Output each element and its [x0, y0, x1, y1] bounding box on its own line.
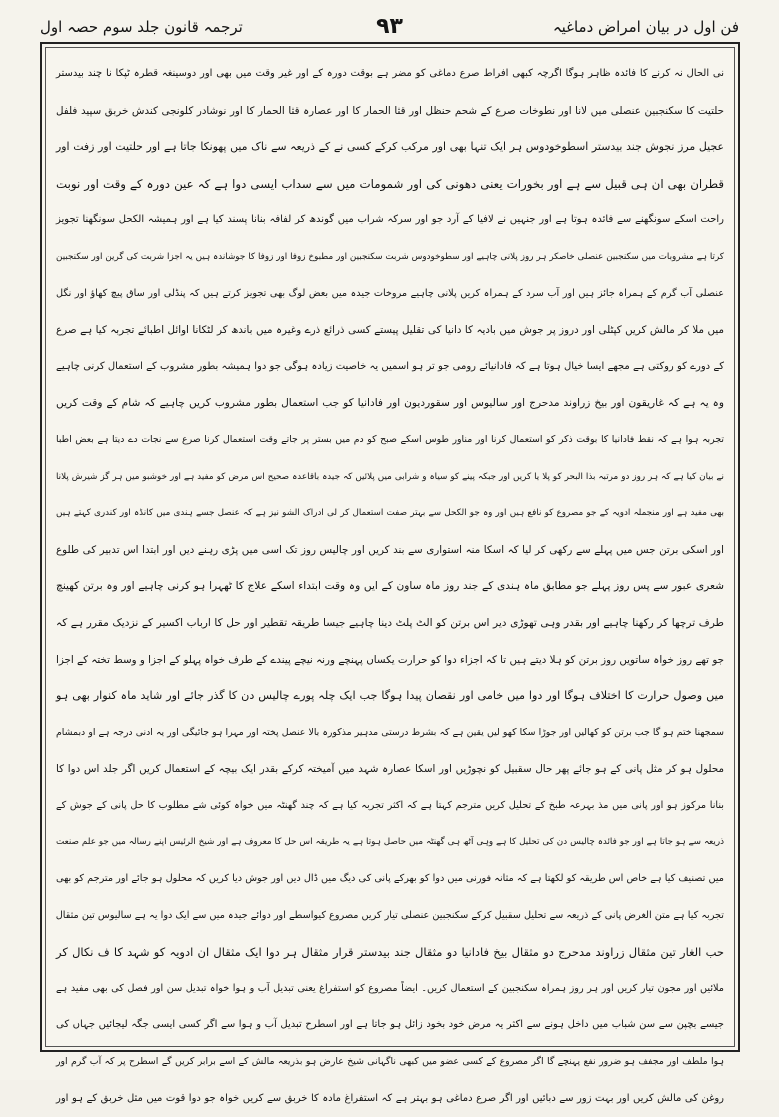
text-line: میں وصول حرارت کا اختلاف ہوگا اور دوا میں خامی اور نقصان پیدا ہوگا جب ایک چلہ پورے چالیس دن کا گذر جائے اور شاید ماہ کنوار بھی ہو — [56, 689, 724, 703]
text-line: ذریعہ سے ہو جاتا ہے اور جو فائدہ چالیس دن کی تحلیل کا ہے وہی آٹھ ہی گھنٹہ میں حاصل ہوتا ہے یہ طریقہ اس حل کا معروف ہے اور شیخ الرئیس اپنے رسالہ میں جو علم صنعت — [56, 837, 724, 848]
text-line: محلول ہو کر مثل پانی کے ہو جائے پھر حال سقبیل کو نچوڑیں اور اسکا عصارہ شہد میں آمیختہ کرکے بقدر ایک بیچہ کے استعمال کریں اگر جلد اس دوا کا — [56, 763, 724, 776]
text-line: ملائیں اور مجون تیار کریں اور ہر روز ہمراہ سکنجبین کے استعمال کریں۔ ایضاً مصروع کو استفراغ یعنی تبدیل آب و ہوا خواہ تبدیل سن اور فصل کی بھی مفید ہے — [56, 982, 724, 994]
text-line: عنصلی آب گرم کے ہمراہ جائز ہیں اور آب سرد کے ہمراہ کریں پلانی چاہیے مروخات جیدہ میں بعض لوگ بھی تجویز کرتے ہیں کہ پنڈلی اور ساق پیچ کھاؤ اور نگل — [56, 287, 724, 299]
text-frame — [40, 42, 740, 1104]
text-line: جو تھے روز خواہ ساتویں روز برتن کو ہلا دیتے ہیں تا کہ اجزاء دوا کو حرارت یکساں پہنچے ورنہ نیچے پیندے کے طرف خواہ پہلو کے اجزا و وسط تختہ کے اجزا — [56, 653, 724, 666]
text-line: شعری عبور سے پس روز پہلے جو مطابق ماہ ہندی کے جند روز ماہ ساون کے ایں وہ وقت ابتداء اسکے علاج کا ٹھہرا ہو کرنی چاہیے اور وہ برتن کھینچ — [56, 580, 724, 593]
page-number: ۹۳ — [376, 14, 403, 39]
text-line: میں تصنیف کیا ہے خاص اس طریقہ کو لکھتا ہے کہ مثانہ فورنی میں دوا کو بھرکے پانی کی دیگ میں ڈال دیں اور جوش دیا کریں کہ محلول ہو جائے اور مترجم کو بھی — [56, 873, 724, 885]
text-line: طرف ترچھا کر رکھنا چاہیے اور بقدر وہی تھوڑی دیر اس برتن کو الٹ پلٹ دینا چاہیے جیسا طریقہ تقطیر اور حل کا ارباب اکسیر کے نزدیک مقرر ہے کہ — [56, 616, 724, 629]
text-line: قطران بھی ان ہی قبیل سے ہے اور بخورات یعنی دھونی کی اور شمومات میں سے سداب ایسی دوا ہے کہ عین دورہ کے وقت اور نوبت — [56, 176, 724, 191]
text-line: راحت اسکے سونگھنے سے فائدہ ہوتا ہے اور جنہیں نے لافیا کے آرد جو اور سرکہ شراب میں گوندھ کر لفافہ بنانا پسند کیا ہے اور ہمیشہ الکحل سونگھنا تجویز — [56, 214, 724, 226]
text-line: اور اسکی برتن جس میں پہلے سے رکھی کر لیا کہ اسکا منہ استواری سے بند کریں اور چالیس روز تک اسی میں پڑی رہنے دیں اور ابتدا اس تدبیر کی طلوع — [56, 543, 724, 556]
text-line: حلتیت کا سکنجبین عنصلی میں لانا اور نطوخات صرع کے شحم حنظل اور قثا الحمار کا اور عصارہ قثا الحمار کا اور نوشادر کلونجی کندش خربق سپید فلفل — [56, 104, 724, 117]
text-line: وہ یہ ہے کہ غاریقون اور بیخ زراوند مدحرج اور سالیوس اور سقوردیون اور فادانیا کو جب استعمال بطور مشروب کریں چاہیے کہ شام کے وقت کریں — [56, 397, 724, 410]
text-line: روغن کی مالش کریں اور بہت زور سے دبائیں اور اگر صرع دماغی ہو بہتر ہے کہ استفراغ مادہ کا خربق سے کریں خواہ جو دوا قوت میں مثل خربق کے ہو اور — [56, 1092, 724, 1104]
text-line: کرتا ہے مشروبات میں سکنجبین عنصلی خاصکر ہر روز پلانی چاہیے اور سطوخودوس شربت سکنجبین اور مطبوخ زوفا اور زوفا کا جوشاندہ ہیں یہ اجزا شربت کی گرین اور سکنجبین — [56, 251, 724, 262]
header-book-title: ترجمہ قانون جلد سوم حصہ اول — [40, 18, 243, 36]
text-line: بنانا مرکوز ہو اور پانی میں مذ بہرعہ طبخ کے تحلیل کریں مترجم کہتا ہے کہ اکثر تجربہ کیا ہے کہ چند گھنٹہ میں خواہ کوئی شے مطلوب کا حل پانی کے جوش کے — [56, 799, 724, 811]
text-line: نے بیان کیا ہے کہ ہر روز دو مرتبہ بذا البحر کو پلا یا کریں اور جبکہ پینے کو سیاہ و شرابی میں پلائیں کہ جیدہ باقاعدہ صحیح اس مرض کو مفید ہے اور خوشبو میں ہر گز شیرش پلانا — [56, 471, 724, 482]
text-line: بھی مفید ہے اور منجملہ ادویہ کے جو مصروع کو نافع ہیں اور وہ جو الکحل سے بہتر صفت استعمال کر لی ادراک الشو نیز ہے کہ عنصل جسے ہندی میں کانڈہ اور کندری کہتے ہیں — [56, 508, 724, 519]
body-text — [55, 56, 724, 1104]
running-header — [40, 14, 739, 40]
text-line: حب الغار تین مثقال زراوند مدحرج دو مثقال بیخ فادانیا دو مثقال جند بیدستر قرار مثقال ہر دوا ایک مثقال ان ادویہ کو شہد کا ف نکال کر — [56, 945, 724, 960]
text-line: کے دورے کو روکتی ہے مجھے ایسا خیال ہوتا ہے کہ فادانیائے رومی جو تر ہو اسمیں یہ خاصیت زیادہ ہوگی جو دوا ہمیشہ بطور مشروب کے استعمال کرنی چاہیے — [56, 360, 724, 372]
text-line: نی الحال نہ کرنے کا فائدہ ظاہر ہوگا اگرچہ کبھی افراط صرع دماغی کو مضر ہے بوقت دورہ کے اور غیر وقت میں بھی اور دوسینغہ قطرہ ٹپکا نا چند بیدستر — [56, 68, 724, 79]
header-chapter-title: فن اول در بیان امراض دماغیہ — [552, 18, 739, 36]
text-line: عجیل مرز نجوش جند بیدستر اسطوخودوس ہر ایک تنہا بھی اور مرکب کرکے کسی نے کے ذریعہ سے ناک میں پھونکا جاتا ہے اور حلتیت اور زفت اور — [56, 140, 724, 154]
text-line: میں ملا کر مالش کریں کپٹلی اور دروز پر جوش میں بادیہ کا دانیا کی تقلیل پیستے کسی ذرائع ذرے وغیرہ میں باندھ کر لٹکانا اوائل اطبائے تجربہ کیا ہے صرع — [56, 324, 724, 337]
text-line: ہوا ملطف اور مجفف ہو ضرور نفع پہنچے گا اگر مصروع کے کسی عضو میں کبھی ناگہانی شیخ عارض ہو بذریعہ مالش کے اسے برابر کریں گے اسطرح پر کہ آب گرم اور — [56, 1056, 724, 1068]
text-line: تجربہ ہوا ہے کہ نقط فادانیا کا بوقت ذکر کو استعمال کرنا اور مناور طوس اسکے صبح کو دم میں بستر پر جاتے وقت استعمال کرنا صرع سے نجات دے دیتا ہے بعض اطبا — [56, 433, 724, 445]
text-line: جیسے بچپن سے سن شباب میں داخل ہونے سے اکثر یہ مرض خود بخود زائل ہو جاتا ہے اور اسطرح تبدیل آب و ہوا سے اگر کسی ایسی جگہ لیجائیں جہاں کی — [56, 1019, 724, 1031]
text-line: تجربہ کیا ہے متن الغرض پانی کے ذریعہ سے تحلیل سقبیل کرکے سکنجبین عنصلی تیار کریں مصروع کیواسطے اور دوائے جیدہ میں سے ایک دوا یہ ہے سالیوس تین مثقال — [55, 909, 724, 921]
text-line: سمجھنا ختم ہو گا جب برتن کو کھالیں اور جوڑا سکا کھو لیں یقین ہے کہ بشرط درستی مدہیر مذکورہ بالا عنصل پختہ اور مہرا ہو جائیگی اور یہ ادنی درجہ ہے او دبمشام — [56, 726, 724, 738]
